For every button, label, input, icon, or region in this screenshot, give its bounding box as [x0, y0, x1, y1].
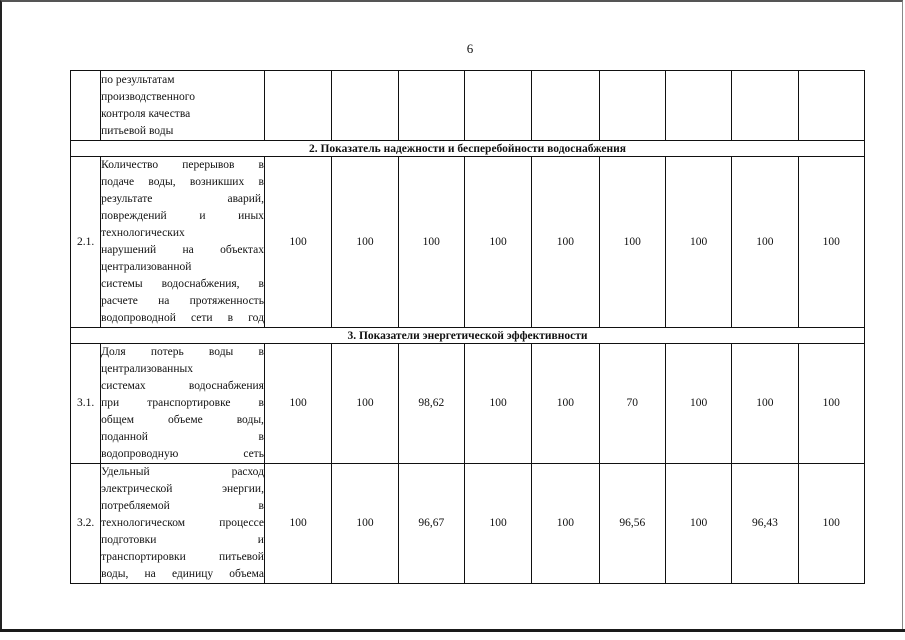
- description-word: потерь: [150, 346, 184, 358]
- description-word: сеть: [243, 448, 264, 460]
- description-word: питьевой: [219, 551, 264, 563]
- description-word: перерывов: [182, 159, 235, 171]
- description-word: год: [248, 312, 264, 324]
- description-line: [101, 429, 264, 446]
- description-line: питьевой воды: [101, 124, 174, 137]
- page-number: 6: [466, 41, 474, 56]
- description-word: на: [144, 568, 156, 580]
- description-word: Доля: [101, 346, 126, 358]
- description-word: воды,: [101, 568, 129, 580]
- description-word: в: [227, 312, 234, 324]
- description-word: водопроводной: [101, 312, 176, 324]
- description-word: в: [258, 346, 264, 358]
- description-word: подготовки: [101, 534, 157, 546]
- value-cell: 100: [532, 464, 599, 584]
- value-cell: [532, 71, 599, 141]
- description-line: [101, 310, 264, 327]
- description-word: и: [257, 534, 264, 546]
- section-title-2: 2. Показатель надежности и бесперебойности водоснабжения: [71, 141, 865, 157]
- description-word: повреждений: [101, 210, 167, 222]
- value-cell: 100: [464, 157, 531, 328]
- description-line: [101, 549, 264, 566]
- value-cell: 100: [665, 344, 731, 464]
- indicator-description: [101, 344, 265, 464]
- section-title-3: 3. Показатели энергетической эффективности: [71, 328, 865, 344]
- description-word: энергии,: [222, 483, 264, 495]
- value-cell: 100: [532, 344, 599, 464]
- description-word: Удельный: [101, 466, 150, 478]
- description-word: транспортировке: [147, 397, 231, 409]
- description-line: [101, 395, 264, 412]
- description-word: аварий,: [227, 193, 264, 205]
- description-word: в: [258, 278, 264, 290]
- description-word: и: [199, 210, 206, 222]
- description-word: при: [101, 397, 120, 409]
- description-line: контроля качества: [101, 107, 191, 120]
- description-line: технологических: [101, 227, 185, 239]
- description-word: на: [182, 244, 194, 256]
- value-cell: [665, 71, 731, 141]
- description-word: объема: [229, 568, 264, 580]
- section-heading-row: [71, 141, 865, 157]
- description-line: [101, 498, 264, 515]
- value-cell: 100: [464, 344, 531, 464]
- description-word: расход: [231, 466, 264, 478]
- value-cell: 100: [665, 157, 731, 328]
- value-cell: [599, 71, 665, 141]
- description-word: в: [258, 176, 264, 188]
- description-word: в: [258, 397, 264, 409]
- description-word: потребляемой: [101, 500, 170, 512]
- description-line: [101, 276, 264, 293]
- value-cell: [464, 71, 531, 141]
- description-word: системах: [101, 380, 146, 392]
- description-line: [101, 566, 264, 583]
- description-word: протяженность: [189, 295, 264, 307]
- description-word: на: [158, 295, 170, 307]
- description-word: водопроводную: [101, 448, 179, 460]
- value-cell: 98,62: [398, 344, 464, 464]
- description-word: объектах: [220, 244, 264, 256]
- value-cell: 100: [264, 344, 331, 464]
- description-line: централизованных: [101, 363, 193, 375]
- description-line: [101, 293, 264, 310]
- description-word: подаче: [101, 176, 135, 188]
- row-number: 3.2.: [71, 464, 101, 584]
- scan-bottom-edge: [0, 629, 905, 640]
- description-word: в: [258, 500, 264, 512]
- value-cell: 100: [264, 464, 331, 584]
- value-cell: 100: [798, 344, 864, 464]
- description-word: единицу: [171, 568, 214, 580]
- value-cell: 100: [732, 157, 798, 328]
- description-line: [101, 446, 264, 463]
- description-word: воды,: [236, 414, 264, 426]
- indicator-description: [101, 157, 265, 328]
- table-row-3-2: [71, 464, 865, 584]
- value-cell: [398, 71, 464, 141]
- value-cell: 100: [464, 464, 531, 584]
- row-number-cell: [71, 71, 101, 141]
- description-line: производственного: [101, 90, 195, 103]
- description-word: воды,: [148, 176, 176, 188]
- value-cell: 100: [332, 157, 398, 328]
- description-line: [101, 532, 264, 549]
- description-word: общем: [101, 414, 134, 426]
- value-cell: 100: [798, 157, 864, 328]
- description-word: поданной: [101, 431, 148, 443]
- value-cell: 100: [332, 344, 398, 464]
- value-cell: [732, 71, 798, 141]
- description-line: централизованной: [101, 261, 192, 273]
- value-cell: [332, 71, 398, 141]
- description-word: Количество: [101, 159, 159, 171]
- description-word: в: [258, 159, 264, 171]
- description-word: иных: [238, 210, 264, 222]
- value-cell: 100: [732, 344, 798, 464]
- description-word: водоснабжения: [188, 380, 264, 392]
- value-cell: [264, 71, 331, 141]
- section-heading-row: [71, 328, 865, 344]
- value-cell: 100: [798, 464, 864, 584]
- value-cell: 100: [665, 464, 731, 584]
- description-word: системы: [101, 278, 143, 290]
- description-line: [101, 464, 264, 481]
- value-cell: [798, 71, 864, 141]
- description-word: результате: [101, 193, 153, 205]
- indicators-table: [70, 70, 865, 584]
- description-line: [101, 515, 264, 532]
- row-number: 2.1.: [71, 157, 101, 328]
- description-line: [101, 481, 264, 498]
- value-cell: 96,56: [599, 464, 665, 584]
- value-cell: 100: [332, 464, 398, 584]
- indicator-description: [101, 464, 265, 584]
- description-line: [101, 191, 264, 208]
- description-word: нарушений: [101, 244, 157, 256]
- row-number: 3.1.: [71, 344, 101, 464]
- value-cell: 100: [599, 157, 665, 328]
- description-word: объеме: [167, 414, 203, 426]
- description-word: сети: [191, 312, 213, 324]
- table-row-2-1: [71, 157, 865, 328]
- indicator-description: [101, 71, 265, 141]
- table-row-continuation: [71, 71, 865, 141]
- description-word: расчете: [101, 295, 138, 307]
- description-word: водоснабжения,: [161, 278, 240, 290]
- description-line: [101, 344, 264, 361]
- description-line: [101, 242, 264, 259]
- table-row-3-1: [71, 344, 865, 464]
- description-word: транспортировки: [101, 551, 186, 563]
- value-cell: 96,67: [398, 464, 464, 584]
- description-word: технологическом: [101, 517, 186, 529]
- description-word: в: [258, 431, 264, 443]
- description-line: [101, 412, 264, 429]
- description-line: [101, 174, 264, 191]
- value-cell: 100: [398, 157, 464, 328]
- description-word: электрической: [101, 483, 173, 495]
- value-cell: 70: [599, 344, 665, 464]
- value-cell: 100: [532, 157, 599, 328]
- description-word: воды: [208, 346, 234, 358]
- description-line: [101, 378, 264, 395]
- description-line: по результатам: [101, 73, 175, 86]
- value-cell: 100: [264, 157, 331, 328]
- description-word: возникших: [189, 176, 245, 188]
- description-word: процессе: [219, 517, 264, 529]
- description-line: [101, 157, 264, 174]
- description-line: [101, 208, 264, 225]
- value-cell: 96,43: [732, 464, 798, 584]
